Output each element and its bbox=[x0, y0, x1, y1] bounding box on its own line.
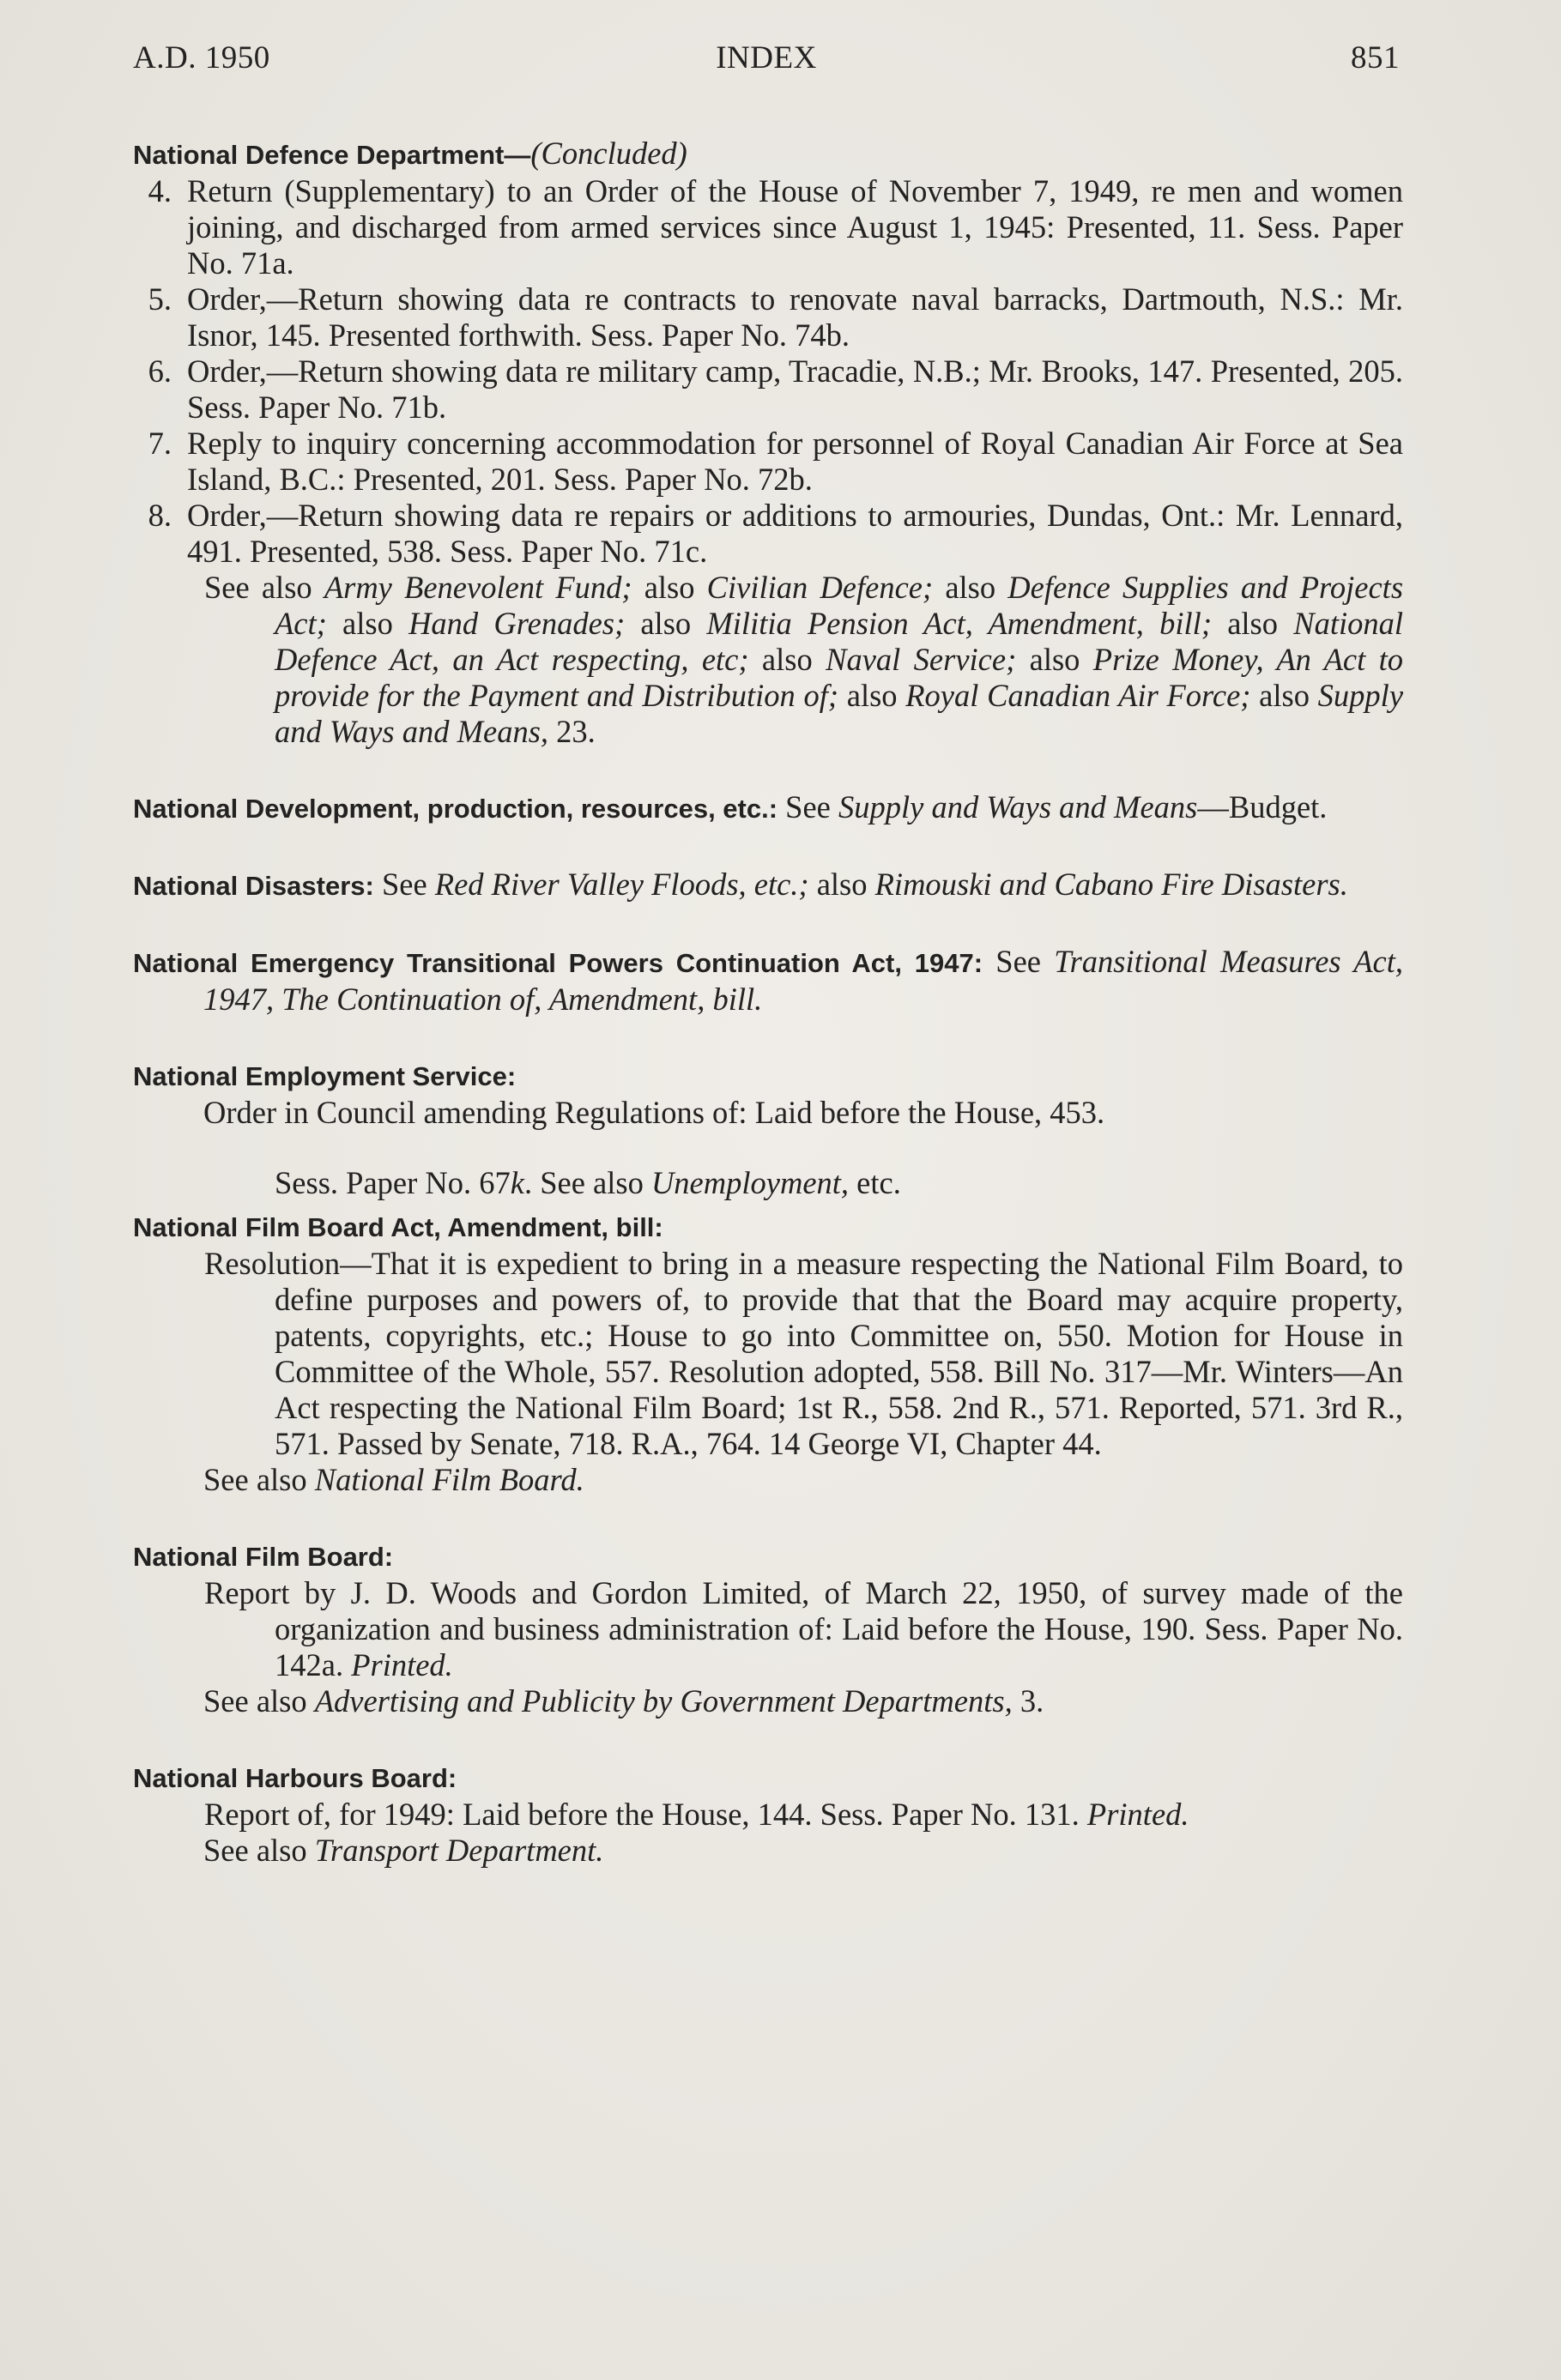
see-also-reference: See also National Film Board. bbox=[203, 1462, 584, 1497]
list-item: 6. Order,—Return showing data re military camp, Tracadie, N.B.; Mr. Brooks, 147. Presented, 205. Sess. Paper No. 71b. bbox=[148, 353, 1403, 425]
entry-line: Order in Council amending Regulations of: Laid before the House, 453. bbox=[203, 1095, 1105, 1130]
index-content bbox=[133, 136, 1403, 1869]
entry-heading: National Employment Service: bbox=[133, 1061, 517, 1091]
page-header bbox=[133, 39, 1400, 82]
header-title: INDEX bbox=[716, 40, 817, 76]
list-item: 5. Order,—Return showing data re contracts to renovate naval barracks, Dartmouth, N.S.: Mr. Isnor, 145. Presented forthwith. Sess. Paper No. 74b. bbox=[148, 281, 1403, 353]
entry-national-emergency-transitional-powers: National Emergency Transitional Powers Continuation Act, 1947: See Transitional Measures Act, 1947, The Continuation of, Amendment, bill. bbox=[133, 944, 1403, 1017]
entry-national-film-board-act bbox=[133, 1208, 1403, 1498]
entry-heading: National Disasters: bbox=[133, 871, 374, 901]
entry-national-film-board bbox=[133, 1537, 1403, 1719]
see-also-reference: See also Army Benevolent Fund; also Civilian Defence; also Defence Supplies and Projects Act; also Hand Grenades; also Militia Pension Act, Amendment, bill; also National Defence Act, an Act respecting, etc; also Naval Service; also Prize Money, An Act to provide for the Payment and Distribution of; also Royal Canadian Air Force; also Supply and Ways and Means, 23. bbox=[204, 570, 1404, 749]
page-number: 851 bbox=[1351, 40, 1400, 76]
entry-heading: National Development, production, resources, etc.: bbox=[133, 794, 778, 824]
see-also-reference: See also Advertising and Publicity by Government Departments, 3. bbox=[203, 1683, 1044, 1719]
report-text: Report by J. D. Woods and Gordon Limited, of March 22, 1950, of survey made of the organization and business administration of: Laid before the House, 190. Sess. Paper No. 142a. Printed. bbox=[204, 1575, 1403, 1682]
entry-heading: National Film Board Act, Amendment, bill: bbox=[133, 1212, 663, 1242]
entry-line: Sess. Paper No. 67k. See also Unemployment, etc. bbox=[275, 1165, 901, 1200]
entry-national-development: National Development, production, resources, etc.: See Supply and Ways and Means—Budget. bbox=[133, 789, 1328, 825]
entry-heading: National Defence Department—(Concluded) bbox=[133, 136, 687, 171]
list-item: 8. Order,—Return showing data re repairs or additions to armouries, Dundas, Ont.: Mr. Lennard, 491. Presented, 538. Sess. Paper No. 71c. bbox=[148, 498, 1403, 569]
list-item: 4. Return (Supplementary) to an Order of the House of November 7, 1949, re men and women joining, and discharged from armed services since August 1, 1945: Presented, 11. Sess. Paper No. 71a. bbox=[148, 173, 1403, 281]
entry-national-harbours-board bbox=[133, 1759, 1403, 1869]
see-also-reference: See also Transport Department. bbox=[203, 1833, 604, 1868]
entry-heading: National Emergency Transitional Powers Continuation Act, 1947: bbox=[133, 948, 983, 978]
report-text: Report of, for 1949: Laid before the House, 144. Sess. Paper No. 131. Printed. bbox=[204, 1797, 1189, 1832]
entry-national-defence-department bbox=[133, 136, 1403, 750]
entry-heading: National Harbours Board: bbox=[133, 1763, 457, 1793]
list-item: 7. Reply to inquiry concerning accommodation for personnel of Royal Canadian Air Force at Sea Island, B.C.: Presented, 201. Sess. Paper No. 72b. bbox=[148, 426, 1403, 497]
entry-heading: National Film Board: bbox=[133, 1542, 394, 1572]
header-year: A.D. 1950 bbox=[133, 40, 270, 76]
entry-national-disasters: National Disasters: See Red River Valley Floods, etc.; also Rimouski and Cabano Fire Disasters. bbox=[133, 867, 1348, 902]
entry-national-employment-service bbox=[133, 1057, 1403, 1201]
resolution-text: Resolution—That it is expedient to bring in a measure respecting the National Film Board, to define purposes and powers of, to provide that that the Board may acquire property, patents, copyrights, etc.; House to go into Committee on, 550. Motion for House in Committee of the Whole, 557. Resolution adopted, 558. Bill No. 317—Mr. Winters—An Act respecting the National Film Board; 1st R., 558. 2nd R., 571. Reported, 571. 3rd R., 571. Passed by Senate, 718. R.A., 764. 14 George VI, Chapter 44. bbox=[204, 1246, 1403, 1461]
